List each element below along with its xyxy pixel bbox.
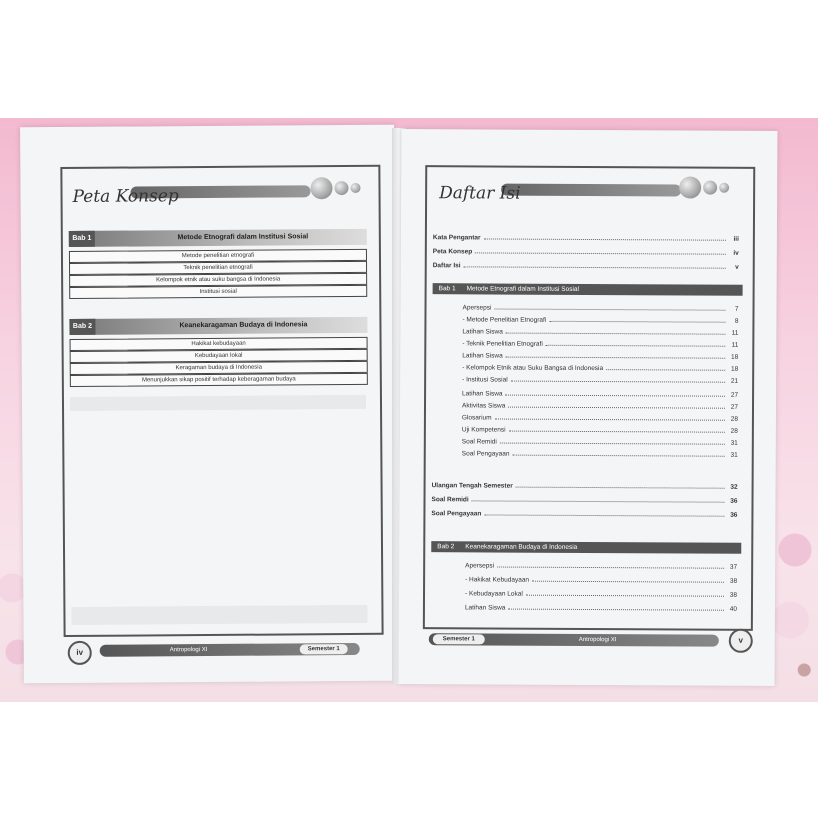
left-page: [20, 125, 398, 684]
toc-entry: Peta Konsep iv: [432, 248, 739, 257]
toc-entry: Latihan Siswa 18: [462, 352, 739, 361]
footer-semester: Semester 1: [433, 634, 485, 644]
toc-entry: Soal Pengayaan 36: [431, 510, 738, 519]
concept-item: Kelompok etnik atau suku bangsa di Indonesia: [69, 273, 367, 287]
concept-item: Metode penelitian etnografi: [69, 249, 367, 263]
toc-entry: Latihan Siswa 27: [462, 390, 739, 399]
bubble-icon: [350, 183, 360, 193]
bubble-icon: [719, 183, 729, 193]
concept-item: Keragaman budaya di Indonesia: [70, 361, 368, 375]
concept-item: Menunjukkan sikap positif terhadap keberagaman budaya: [70, 373, 368, 387]
toc-entry: Soal Remidi 36: [431, 496, 738, 505]
page-number: v: [729, 629, 753, 653]
bubble-icon: [679, 176, 701, 198]
toc-entry: Apersepsi 7: [462, 304, 739, 313]
footer-bar: [100, 643, 360, 657]
toc-chapter-title: Metode Etnografi dalam Institusi Sosial: [466, 285, 580, 293]
toc-entry: Glosarium 28: [461, 414, 738, 423]
concept-item: Kebudayaan lokal: [70, 349, 368, 363]
toc-entry: - Kebudayaan Lokal 38: [465, 590, 738, 599]
toc-entry: Uji Kompetensi 28: [461, 426, 738, 435]
toc-entry: Daftar Isi v: [432, 262, 739, 271]
footer-semester: Semester 1: [300, 644, 348, 654]
toc-entry: Ulangan Tengah Semester 32: [431, 482, 738, 491]
toc-chapter-header: [433, 283, 743, 296]
concept-item: Teknik penelitian etnografi: [69, 261, 367, 275]
toc-entry: - Hakikat Kebudayaan 38: [465, 576, 738, 585]
bubble-icon: [310, 177, 332, 199]
toc-entry: Aktivitas Siswa 27: [461, 402, 739, 411]
chapter-title: Metode Etnografi dalam Institusi Sosial: [177, 233, 309, 242]
toc-entry: Latihan Siswa 11: [462, 328, 739, 337]
toc-entry: - Institusi Sosial 21: [462, 376, 739, 385]
toc-entry: - Teknik Penelitian Etnografi 11: [462, 340, 739, 349]
toc-entry: Soal Pengayaan 31: [461, 450, 738, 459]
toc-chapter-tag: Bab 1: [438, 285, 456, 293]
footer-bar: [429, 633, 719, 647]
faint-bleed-through: [70, 395, 366, 411]
page-title: Daftar Isi: [439, 183, 521, 204]
toc-chapter-header: [431, 541, 741, 554]
toc-chapter-title: Keanekaragaman Budaya di Indonesia: [465, 543, 578, 551]
bubble-icon: [703, 181, 717, 195]
chapter-title: Keanekaragaman Budaya di Indonesia: [179, 321, 308, 330]
faint-bleed-through: [71, 605, 367, 625]
toc-entry: - Metode Penelitian Etnografi 8: [462, 316, 739, 325]
toc-chapter-tag: Bab 2: [437, 543, 455, 551]
blossom-decoration-right: [772, 500, 818, 700]
page-title: Peta Konsep: [72, 186, 179, 207]
toc-entry: Apersepsi 37: [465, 562, 738, 571]
header-bar: [501, 184, 681, 197]
toc-entry: Kata Pengantar iii: [432, 234, 739, 243]
concept-item: Hakikat kebudayaan: [70, 337, 368, 351]
footer-book-title: Antropologi XI: [578, 636, 617, 644]
toc-entry: Latihan Siswa 40: [464, 604, 737, 613]
chapter-tag: Bab 1: [69, 231, 95, 247]
right-page: [399, 129, 778, 686]
toc-entry: - Kelompok Etnik atau Suku Bangsa di Indonesia 18: [462, 364, 739, 373]
chapter-header: [69, 229, 367, 247]
toc-entry: Soal Remidi 31: [461, 438, 738, 447]
bubble-icon: [334, 181, 348, 195]
concept-item: Institusi sosial: [69, 285, 367, 299]
chapter-header: [69, 317, 367, 335]
page-number: iv: [68, 641, 92, 665]
chapter-tag: Bab 2: [69, 319, 95, 335]
footer-book-title: Antropologi XI: [169, 647, 208, 654]
